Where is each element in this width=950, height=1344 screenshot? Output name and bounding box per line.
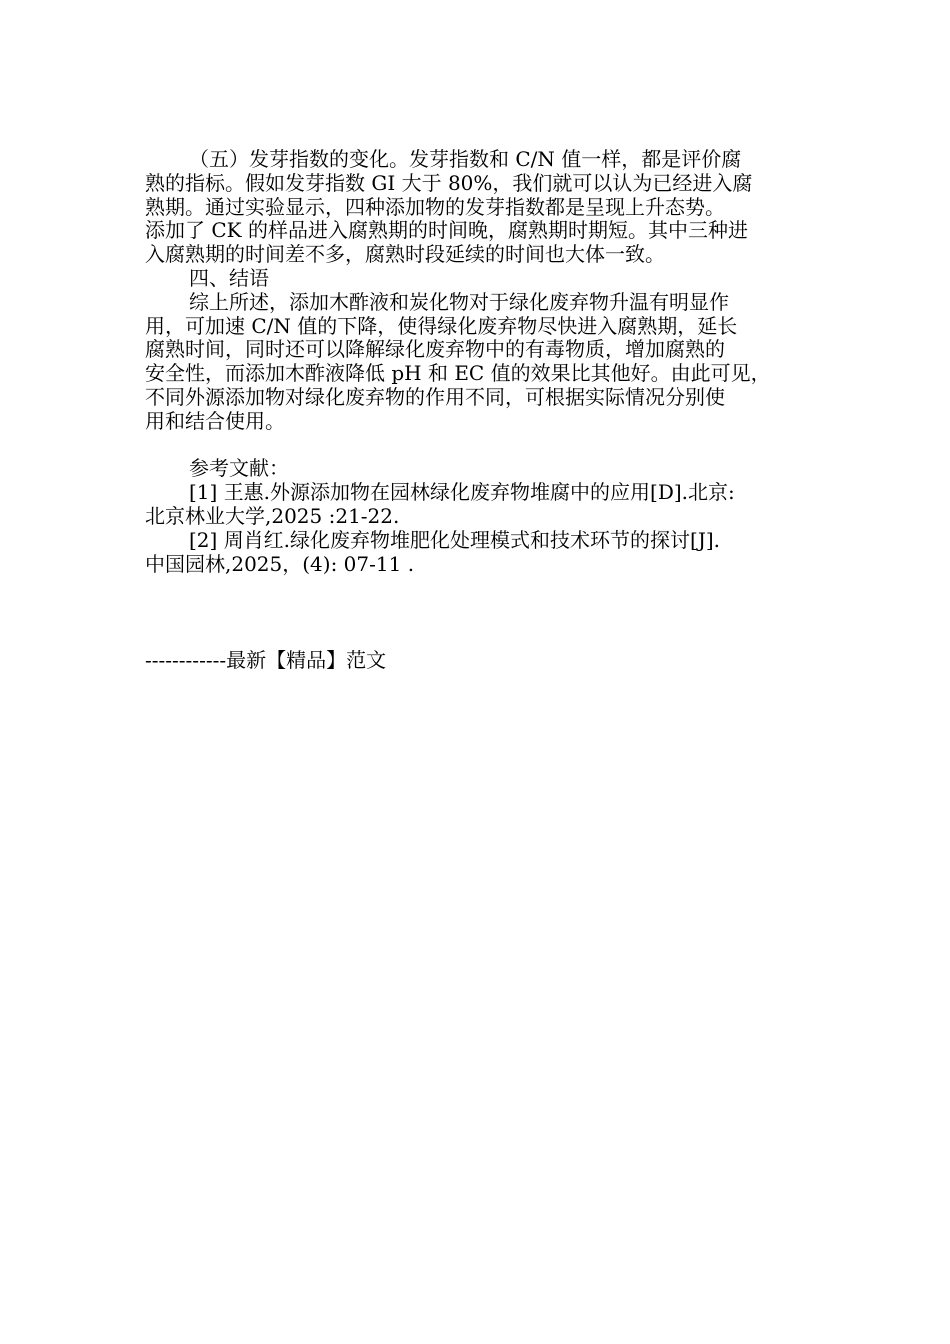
- reference-line: 中国园林,2025，(4): 07-11 .: [145, 551, 415, 576]
- reference-item-1: [145, 481, 825, 529]
- text-line: 熟期。通过实验显示，四种添加物的发芽指数都是呈现上升态势。: [145, 194, 725, 219]
- text-line: 腐熟时间，同时还可以降解绿化废弃物中的有毒物质，增加腐熟的: [145, 337, 725, 362]
- text-line: 用和结合使用。: [145, 408, 285, 433]
- reference-line: [1] 王惠.外源添加物在园林绿化废弃物堆腐中的应用[D].北京:: [189, 480, 735, 505]
- text-line: 入腐熟期的时间差不多，腐熟时段延续的时间也大体一致。: [145, 242, 665, 267]
- text-line: 用，可加速 C/N 值的下降，使得绿化废弃物尽快进入腐熟期，延长: [145, 313, 738, 338]
- text-line: （五）发芽指数的变化。发芽指数和 C/N 值一样，都是评价腐: [189, 147, 742, 171]
- paragraph-conclusion: [145, 291, 825, 434]
- reference-line: [2] 周肖红.绿化废弃物堆肥化处理模式和技术环节的探讨[J].: [189, 527, 721, 552]
- section-heading-conclusion: 四、结语: [189, 265, 269, 290]
- reference-item-2: [145, 529, 825, 577]
- document-body: [145, 148, 825, 576]
- text-line: 安全性，而添加木酢液降低 pH 和 EC 值的效果比其他好。由此可见，: [145, 361, 771, 386]
- text-line: 添加了 CK 的样品进入腐熟期的时间晚，腐熟期时期短。其中三种进: [145, 218, 748, 243]
- references-heading: 参考文献：: [189, 456, 289, 481]
- text-line: 不同外源添加物对绿化废弃物的作用不同，可根据实际情况分别使: [145, 384, 725, 409]
- spacer: [145, 434, 825, 458]
- footer-watermark-text: ------------最新【精品】范文: [145, 648, 387, 672]
- text-line: 综上所述，添加木酢液和炭化物对于绿化废弃物升温有明显作: [189, 289, 729, 314]
- reference-line: 北京林业大学,2025 :21-22.: [145, 503, 400, 528]
- paragraph-germination-index: [145, 148, 825, 267]
- text-line: 熟的指标。假如发芽指数 GI 大于 80%，我们就可以认为已经进入腐: [145, 170, 753, 195]
